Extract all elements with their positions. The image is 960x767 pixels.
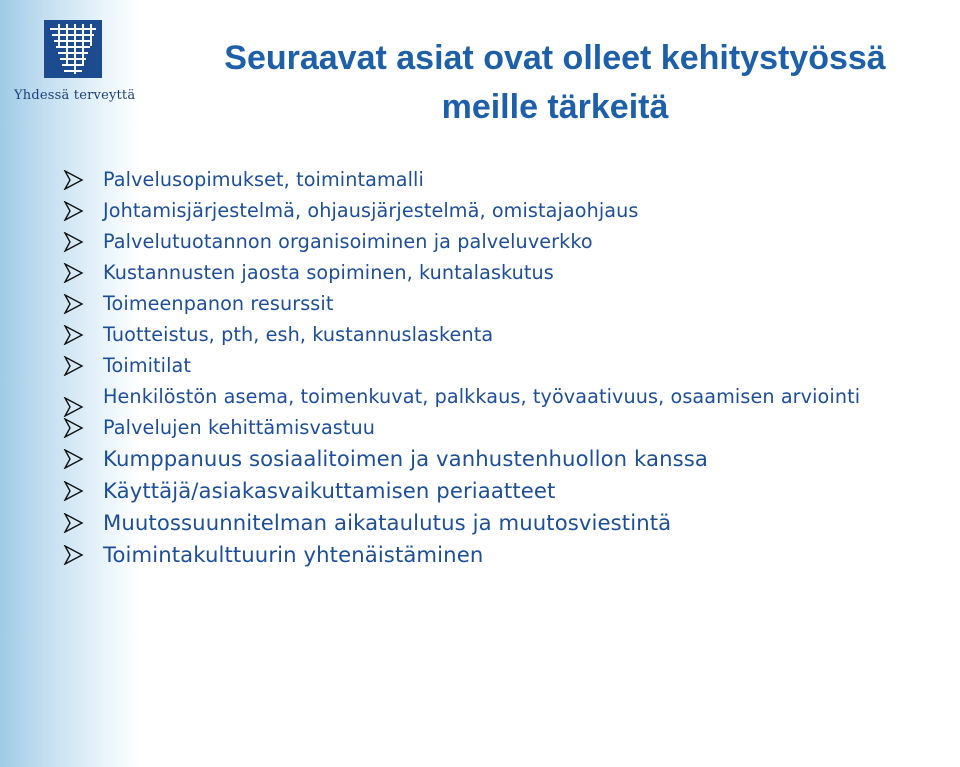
arrowhead-bullet-icon — [62, 263, 84, 283]
list-item — [60, 226, 940, 257]
list-item — [60, 412, 940, 443]
list-item-text: Palvelutuotannon organisoiminen ja palveluverkko — [103, 230, 593, 253]
title-line-1: Seuraavat asiat ovat olleet kehitystyössä — [224, 39, 886, 77]
list-item — [60, 350, 940, 381]
title-line-2: meille tärkeitä — [441, 88, 669, 126]
arrowhead-bullet-icon — [62, 418, 84, 438]
logo-text: Yhdessä terveyttä — [14, 88, 136, 103]
list-item-text: Käyttäjä/asiakasvaikuttamisen periaatteet — [103, 478, 556, 503]
list-item-text: Palvelusopimukset, toimintamalli — [103, 168, 424, 191]
logo-icon — [44, 20, 102, 78]
arrowhead-bullet-icon — [62, 294, 84, 314]
arrowhead-bullet-icon — [62, 356, 84, 376]
arrowhead-bullet-icon — [62, 449, 84, 469]
list-item-text: Toimitilat — [103, 354, 192, 377]
list-item — [60, 257, 940, 288]
arrowhead-bullet-icon — [62, 325, 84, 345]
list-item — [60, 507, 940, 539]
list-item — [60, 443, 940, 475]
list-item — [60, 164, 940, 195]
list-item-text: Henkilöstön asema, toimenkuvat, palkkaus, työvaativuus, osaamisen arviointi — [103, 385, 861, 408]
list-item-text: Toimeenpanon resurssit — [103, 292, 334, 315]
arrowhead-bullet-icon — [62, 513, 84, 533]
list-item — [60, 381, 940, 412]
bullet-list — [60, 164, 940, 571]
arrowhead-bullet-icon — [62, 481, 84, 501]
list-item-text: Muutossuunnitelman aikataulutus ja muutosviestintä — [103, 510, 672, 535]
arrowhead-bullet-icon — [62, 232, 84, 252]
list-item-text: Johtamisjärjestelmä, ohjausjärjestelmä, omistajaohjaus — [103, 199, 639, 222]
arrowhead-bullet-icon — [62, 170, 84, 190]
list-item-text: Tuotteistus, pth, esh, kustannuslaskenta — [103, 323, 494, 346]
slide-title — [150, 34, 960, 132]
arrowhead-bullet-icon — [62, 201, 84, 221]
list-item-text: Palvelujen kehittämisvastuu — [103, 416, 376, 439]
list-item-text: Kustannusten jaosta sopiminen, kuntalaskutus — [103, 261, 554, 284]
list-item-text: Toimintakulttuurin yhtenäistäminen — [103, 542, 484, 567]
list-item — [60, 195, 940, 226]
list-item — [60, 319, 940, 350]
list-item — [60, 475, 940, 507]
list-item-text: Kumppanuus sosiaalitoimen ja vanhustenhuollon kanssa — [103, 446, 709, 471]
list-item — [60, 288, 940, 319]
list-item — [60, 539, 940, 571]
arrowhead-bullet-icon — [62, 545, 84, 565]
